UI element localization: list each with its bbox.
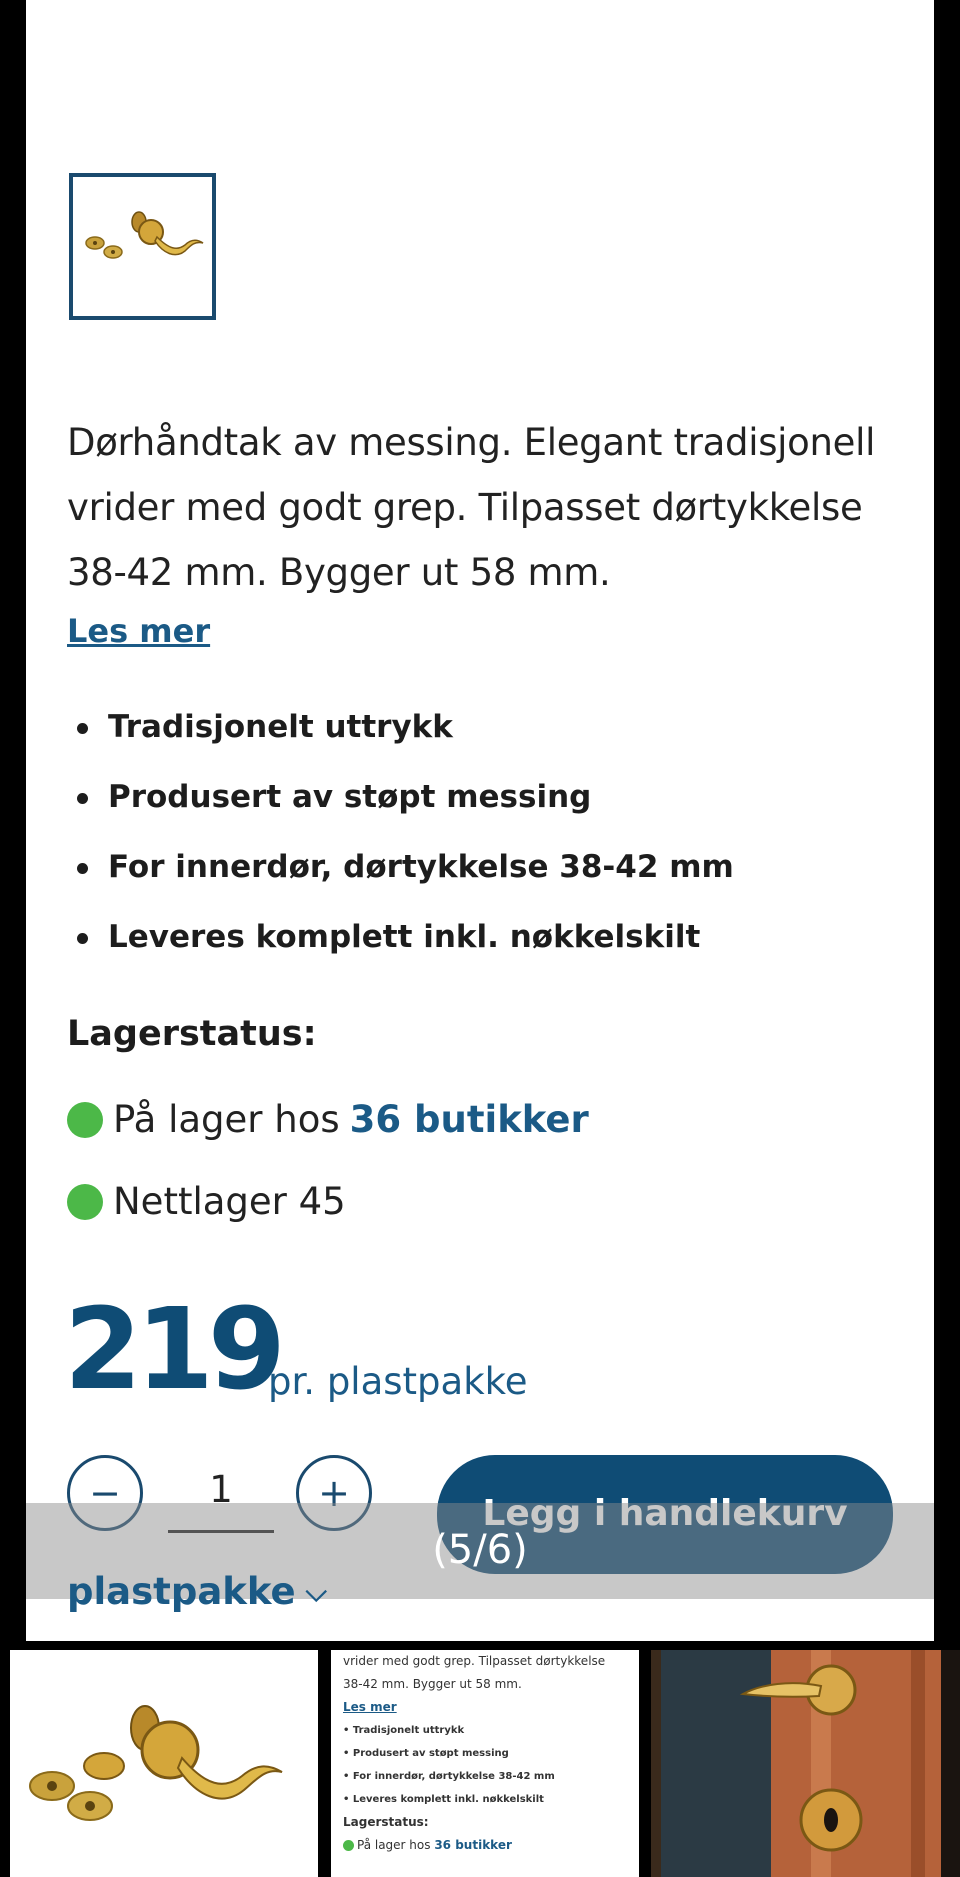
product-thumbnail[interactable] xyxy=(69,173,216,320)
feature-list xyxy=(67,692,734,972)
add-to-cart-label: Legg i handlekurv xyxy=(482,1493,848,1534)
online-stock-row: Nettlager 45 xyxy=(67,1180,346,1223)
bullet-icon xyxy=(77,793,88,804)
door-handle-image xyxy=(73,177,212,316)
gallery-thumb-3[interactable] xyxy=(651,1650,960,1877)
store-count-link[interactable]: 36 butikker xyxy=(349,1098,589,1141)
feature-item: For innerdør, dørtykkelse 38-42 mm xyxy=(67,832,734,902)
decrease-quantity-button[interactable]: − xyxy=(67,1455,143,1531)
product-description: Dørhåndtak av messing. Elegant tradisjonell vrider med godt grep. Tilpasset dørtykkelse 38-42 mm. Bygger ut 58 mm. xyxy=(67,421,876,594)
bullet-icon xyxy=(77,863,88,874)
read-more-link[interactable]: Les mer xyxy=(67,612,211,650)
feature-item: Tradisjonelt uttrykk xyxy=(67,692,734,762)
in-stock-dot-icon xyxy=(67,1184,103,1220)
gallery-thumb-1[interactable] xyxy=(10,1650,318,1877)
product-card xyxy=(26,0,934,1641)
bullet-icon xyxy=(77,933,88,944)
quantity-input[interactable]: 1 xyxy=(209,1468,233,1511)
chevron-down-icon: ⌵ xyxy=(305,1574,327,1608)
pack-selector[interactable]: plastpakke ⌵ xyxy=(67,1570,327,1613)
gallery-thumb-2[interactable] xyxy=(331,1650,639,1877)
thumb-text-block: vrider med godt grep. Tilpasset dørtykkelse 38-42 mm. Bygger ut 58 mm. Les mer • Tradisjonelt uttrykk • Produsert av støpt messing • For innerdør, dørtykkelse 38-42 mm • Leveres komplett inkl. nøkkelskilt Lagerstatus: På lager hos 36 butikker xyxy=(343,1654,606,1852)
increase-quantity-button[interactable]: + xyxy=(296,1455,372,1531)
in-stock-dot-icon xyxy=(343,1840,354,1851)
door-handle-image xyxy=(10,1650,318,1877)
bullet-icon xyxy=(77,723,88,734)
price-unit: pr. plastpakke xyxy=(268,1360,528,1403)
gallery-counter: (5/6) xyxy=(432,1527,528,1573)
feature-item: Leveres komplett inkl. nøkkelskilt xyxy=(67,902,734,972)
price-amount: 219 xyxy=(64,1285,280,1415)
feature-item: Produsert av støpt messing xyxy=(67,762,734,832)
store-stock-row: På lager hos 36 butikker xyxy=(67,1098,589,1141)
in-stock-dot-icon xyxy=(67,1102,103,1138)
stock-status-heading: Lagerstatus: xyxy=(67,1014,317,1054)
door-photo-image xyxy=(651,1650,960,1877)
